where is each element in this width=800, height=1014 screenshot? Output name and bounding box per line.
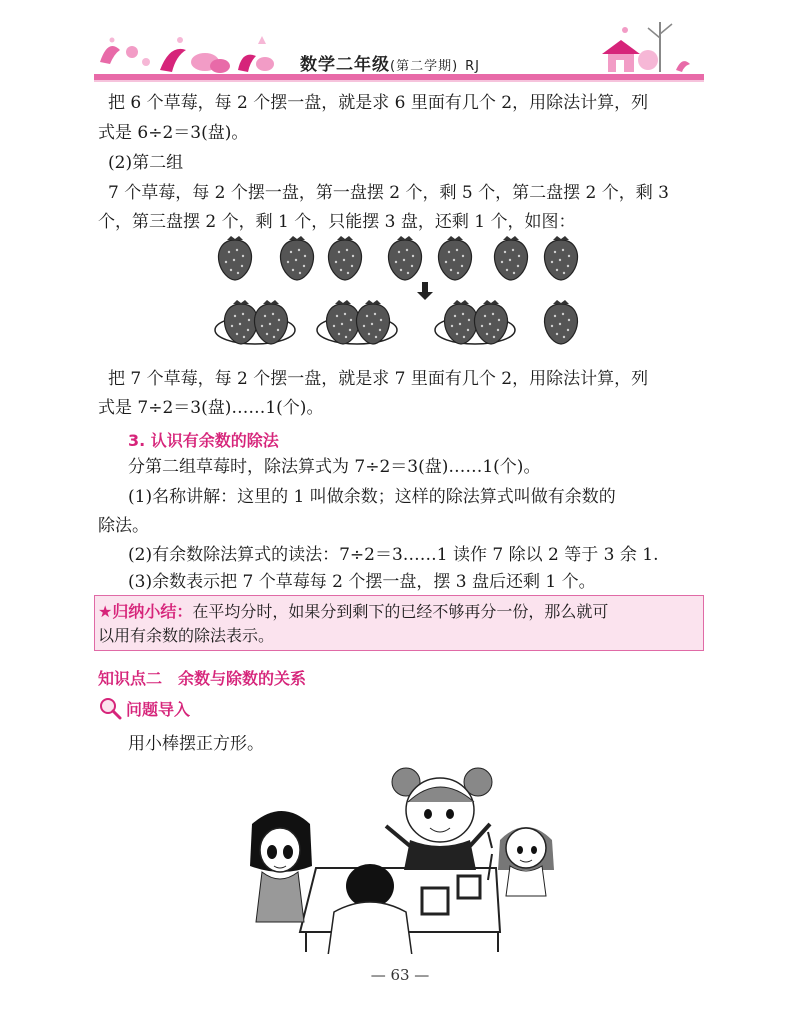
strawberry-division-figure [205, 232, 595, 356]
leftover-strawberry-icon [545, 300, 578, 344]
summary-text [98, 600, 698, 648]
summary-line-1: 在平均分时，如果分到剩下的已经不够再分一份，那么就可 [192, 602, 609, 621]
section-3-paragraph-2-line-1: (1)名称讲解：这里的 1 叫做余数；这样的除法算式叫做有余数的 [128, 487, 616, 507]
plate-3 [435, 300, 515, 344]
paragraph-1-line-2: 式是 6÷2＝3(盘)。 [98, 123, 249, 143]
paragraph-2-line-2: 个，第三盘摆 2 个，剩 1 个，只能摆 3 盘，还剩 1 个，如图： [98, 212, 576, 232]
group-2-label: (2)第二组 [108, 153, 184, 173]
magnifier-icon [98, 696, 124, 720]
plate-1 [215, 300, 295, 344]
strawberry-icon [439, 236, 472, 280]
page-header [0, 0, 800, 100]
paragraph-3-line-2: 式是 7÷2＝3(盘)……1(个)。 [98, 398, 324, 418]
strawberry-icon [389, 236, 422, 280]
summary-tag: ★归纳小结： [98, 602, 193, 621]
children-arranging-sticks-illustration [230, 762, 590, 954]
strawberry-icon [219, 236, 252, 280]
page-number: — 63 — [370, 966, 430, 984]
book-title: 数学二年级 [300, 55, 390, 75]
summary-line-2: 以用有余数的除法表示。 [98, 626, 275, 645]
section-3-heading: 3. 认识有余数的除法 [128, 431, 279, 450]
top-row-strawberries [219, 236, 578, 280]
section-3-paragraph-3: (2)有余数除法算式的读法：7÷2＝3……1 读作 7 除以 2 等于 3 余 1. [128, 545, 659, 565]
section-3-paragraph-2-line-2: 除法。 [98, 516, 149, 536]
paragraph-2-line-1: 7 个草莓，每 2 个摆一盘，第一盘摆 2 个，剩 5 个，第二盘摆 2 个，剩 3 [108, 183, 669, 203]
knowledge-point-2-heading: 知识点二 余数与除数的关系 [98, 669, 307, 688]
strawberry-icon [545, 236, 578, 280]
semester-label: (第二学期) [390, 59, 459, 74]
header-title [300, 50, 560, 75]
paragraph-3-line-1: 把 7 个草莓，每 2 个摆一盘，就是求 7 里面有几个 2，用除法计算，列 [108, 369, 649, 389]
section-3-paragraph-4: (3)余数表示把 7 个草莓每 2 个摆一盘，摆 3 盘后还剩 1 个。 [128, 572, 596, 592]
paragraph-1-line-1: 把 6 个草莓，每 2 个摆一盘，就是求 6 里面有几个 2，用除法计算，列 [108, 93, 649, 113]
edition-label: RJ [465, 59, 480, 74]
girl-left [250, 811, 312, 922]
strawberry-icon [329, 236, 362, 280]
section-3-paragraph-1: 分第二组草莓时，除法算式为 7÷2＝3(盘)……1(个)。 [128, 457, 541, 477]
girl-center [386, 768, 492, 870]
problem-intro-text: 用小棒摆正方形。 [128, 734, 264, 754]
strawberry-icon [495, 236, 528, 280]
problem-intro-label: 问题导入 [126, 700, 191, 719]
strawberry-icon [281, 236, 314, 280]
plate-2 [317, 300, 397, 344]
arrow-down-icon [417, 282, 433, 300]
